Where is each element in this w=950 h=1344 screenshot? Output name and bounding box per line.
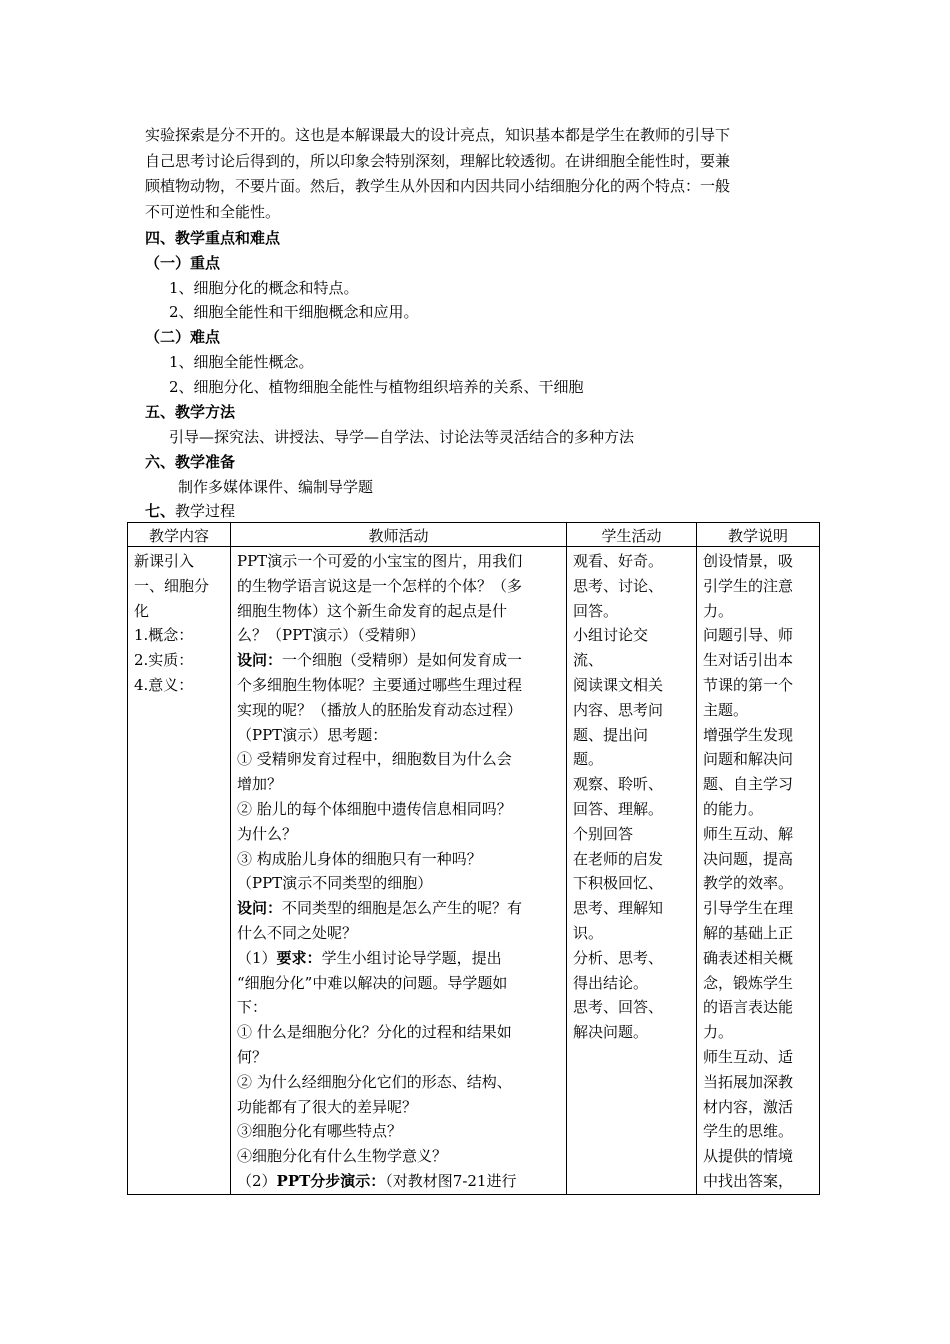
line-text: ③细胞分化有哪些特点？ [237, 1122, 403, 1141]
student-line: 流、 [573, 651, 604, 670]
line-text: 细胞生物体）这个新生命发育的起点是什 [237, 601, 508, 620]
line-text: PPT演示一个可爱的小宝宝的图片，用我们 [237, 552, 523, 570]
student-line: 解决问题。 [573, 1023, 649, 1042]
notes-line: 力。 [703, 601, 734, 620]
content-line: 一、细胞分 [134, 576, 210, 595]
student-line: 得出结论。 [573, 973, 649, 992]
student-line: 内容、思考问 [573, 700, 664, 719]
intro-paragraph [145, 123, 813, 225]
teacher-line [237, 648, 560, 673]
line-text: （PPT演示不同类型的细胞） [237, 874, 433, 893]
teacher-line [237, 921, 560, 946]
student-line: 观看、好奇。 [573, 552, 664, 570]
student-activity-cell [567, 547, 697, 1195]
notes-line: 节课的第一个 [703, 675, 794, 694]
content-line: 4.意义： [134, 675, 194, 694]
teaching-methods-text: 引导—探究法、讲授法、导学—自学法、讨论法等灵活结合的多种方法 [169, 428, 635, 446]
notes-line: 当拓展加深教 [703, 1072, 794, 1091]
bold-label: 要求： [276, 948, 322, 967]
section-heading-5: 五、教学方法 [145, 403, 236, 421]
student-line: 识。 [573, 923, 604, 942]
teacher-line [237, 623, 560, 648]
notes-line: 师生互动、适 [703, 1047, 794, 1066]
section-heading-6: 六、教学准备 [145, 453, 236, 471]
content-line: 2.实质： [134, 651, 194, 670]
notes-line: 问题和解决问 [703, 750, 794, 769]
line-text: 下： [237, 998, 268, 1017]
content-cell [128, 547, 231, 1195]
section-heading-7 [145, 500, 235, 521]
student-line: 思考、讨论、 [573, 576, 664, 595]
difficulty-item: 2、细胞分化、植物细胞全能性与植物组织培养的关系、干细胞 [169, 378, 584, 396]
student-line: 回答。 [573, 601, 619, 620]
teacher-line [237, 1119, 560, 1144]
notes-line: 念，锻炼学生 [703, 973, 794, 992]
notes-line: 的能力。 [703, 799, 764, 818]
header-student-activity: 学生活动 [567, 523, 697, 547]
teacher-line [237, 747, 560, 772]
key-point-item: 1、细胞分化的概念和特点。 [169, 279, 359, 297]
line-text: 么？（PPT演示）（受精卵） [237, 626, 425, 645]
student-line: 题。 [573, 750, 604, 769]
intro-line: 自己思考讨论后得到的，所以印象会特别深刻，理解比较透彻。在讲细胞全能性时，要兼 [145, 151, 731, 170]
teacher-line [237, 946, 560, 971]
section-7-title: 教学过程 [175, 502, 236, 520]
header-content: 教学内容 [128, 523, 231, 547]
header-notes: 教学说明 [697, 523, 820, 547]
line-text: 个多细胞生物体呢？主要通过哪些生理过程 [237, 675, 523, 694]
content-line: 1.概念： [134, 626, 194, 645]
line-text: “细胞分化”中难以解决的问题。导学题如 [237, 973, 508, 992]
student-line: 分析、思考、 [573, 948, 664, 967]
student-line: 观察、聆听、 [573, 775, 664, 794]
student-line: 思考、理解知 [573, 899, 664, 918]
notes-cell [697, 547, 820, 1195]
bold-label: PPT分步演示： [276, 1171, 386, 1190]
subheading-difficulties: （二）难点 [145, 328, 221, 346]
table-header-row [128, 523, 820, 547]
line-text: 何？ [237, 1047, 268, 1066]
intro-line: 不可逆性和全能性。 [145, 202, 281, 221]
teacher-line [237, 698, 560, 723]
content-line: 化 [134, 601, 150, 620]
teacher-line [237, 1144, 560, 1169]
student-line: 小组讨论交 [573, 626, 649, 645]
line-text: ② 为什么经细胞分化它们的形态、结构、 [237, 1072, 512, 1091]
teacher-line [237, 1020, 560, 1045]
section-heading-4: 四、教学重点和难点 [145, 229, 281, 247]
line-text: （对教材图7-21进行 [385, 1171, 517, 1190]
subheading-key-points: （一）重点 [145, 254, 221, 272]
teacher-line [237, 1045, 560, 1070]
notes-line: 中找出答案， [703, 1171, 794, 1190]
teacher-line [237, 549, 560, 574]
line-text: 增加？ [237, 775, 283, 794]
teacher-line [237, 772, 560, 797]
teacher-line [237, 797, 560, 822]
item-prefix: （2） [237, 1171, 277, 1190]
line-text: 功能都有了很大的差异呢？ [237, 1097, 418, 1116]
notes-line: 引学生的注意 [703, 576, 794, 595]
notes-line: 从提供的情境 [703, 1147, 794, 1166]
line-text: （PPT演示）思考题： [237, 725, 388, 744]
notes-line: 主题。 [703, 700, 749, 719]
teaching-process-table [127, 522, 820, 1195]
notes-line: 师生互动、解 [703, 824, 794, 843]
line-text: 实现的呢？（播放人的胚胎发育动态过程） [237, 700, 523, 719]
item-prefix: （1） [237, 948, 277, 967]
teaching-preparation-text: 制作多媒体课件、编制导学题 [178, 478, 374, 496]
table-row [128, 547, 820, 1195]
teacher-line [237, 995, 560, 1020]
teacher-line [237, 1169, 560, 1194]
bold-label: 设问： [237, 651, 283, 670]
teacher-line [237, 896, 560, 921]
intro-line: 顾植物动物，不要片面。然后，教学生从外因和内因共同小结细胞分化的两个特点：一般 [145, 177, 731, 195]
teacher-line [237, 971, 560, 996]
header-teacher-activity: 教师活动 [231, 523, 567, 547]
notes-line: 生对话引出本 [703, 651, 794, 670]
teacher-line [237, 822, 560, 847]
teacher-activity-cell [231, 547, 567, 1195]
line-text: ② 胎儿的每个体细胞中遗传信息相同吗？ [237, 799, 512, 818]
teacher-line [237, 574, 560, 599]
student-line: 回答、理解。 [573, 799, 664, 818]
intro-line: 实验探索是分不开的。这也是本解课最大的设计亮点，知识基本都是学生在教师的引导下 [145, 126, 731, 144]
line-text: 什么不同之处呢？ [237, 923, 358, 942]
student-line: 下积极回忆、 [573, 874, 664, 893]
line-text: 的生物学语言说这是一个怎样的个体？（多 [237, 576, 523, 595]
content-line: 新课引入 [134, 552, 195, 570]
notes-line: 解的基础上正 [703, 923, 794, 942]
notes-line: 学生的思维。 [703, 1122, 794, 1141]
notes-line: 材内容，激活 [703, 1097, 794, 1116]
teacher-line [237, 1070, 560, 1095]
notes-line: 题、自主学习 [703, 775, 794, 794]
teacher-line [237, 723, 560, 748]
section-7-number: 七、 [145, 502, 176, 520]
student-line: 个别回答 [573, 824, 634, 843]
key-point-item: 2、细胞全能性和干细胞概念和应用。 [169, 303, 419, 321]
notes-line: 问题引导、师 [703, 626, 794, 645]
notes-line: 决问题，提高 [703, 849, 794, 868]
notes-line: 教学的效率。 [703, 874, 794, 893]
teacher-line [237, 1095, 560, 1120]
student-line: 在老师的启发 [573, 849, 664, 868]
teacher-line [237, 871, 560, 896]
line-text: 一个细胞（受精卵）是如何发育成一 [282, 651, 523, 670]
notes-line: 创设情景，吸 [703, 552, 794, 570]
teacher-line [237, 673, 560, 698]
difficulty-item: 1、细胞全能性概念。 [169, 353, 314, 371]
student-line: 思考、回答、 [573, 998, 664, 1017]
line-text: ④细胞分化有什么生物学意义？ [237, 1147, 448, 1166]
teacher-line [237, 599, 560, 624]
student-line: 题、提出问 [573, 725, 649, 744]
line-text: ① 受精卵发育过程中，细胞数目为什么会 [237, 750, 512, 769]
notes-line: 引导学生在理 [703, 899, 794, 918]
bold-label: 设问： [237, 899, 283, 918]
notes-line: 增强学生发现 [703, 725, 794, 744]
notes-line: 的语言表达能 [703, 998, 794, 1017]
line-text: ① 什么是细胞分化？分化的过程和结果如 [237, 1023, 512, 1042]
line-text: ③ 构成胎儿身体的细胞只有一种吗？ [237, 849, 482, 868]
line-text: 不同类型的细胞是怎么产生的呢？有 [282, 899, 523, 918]
line-text: 为什么？ [237, 824, 298, 843]
notes-line: 力。 [703, 1023, 734, 1042]
teacher-line [237, 847, 560, 872]
notes-line: 确表述相关概 [703, 948, 794, 967]
student-line: 阅读课文相关 [573, 675, 664, 694]
line-text: 学生小组讨论导学题，提出 [321, 948, 502, 967]
